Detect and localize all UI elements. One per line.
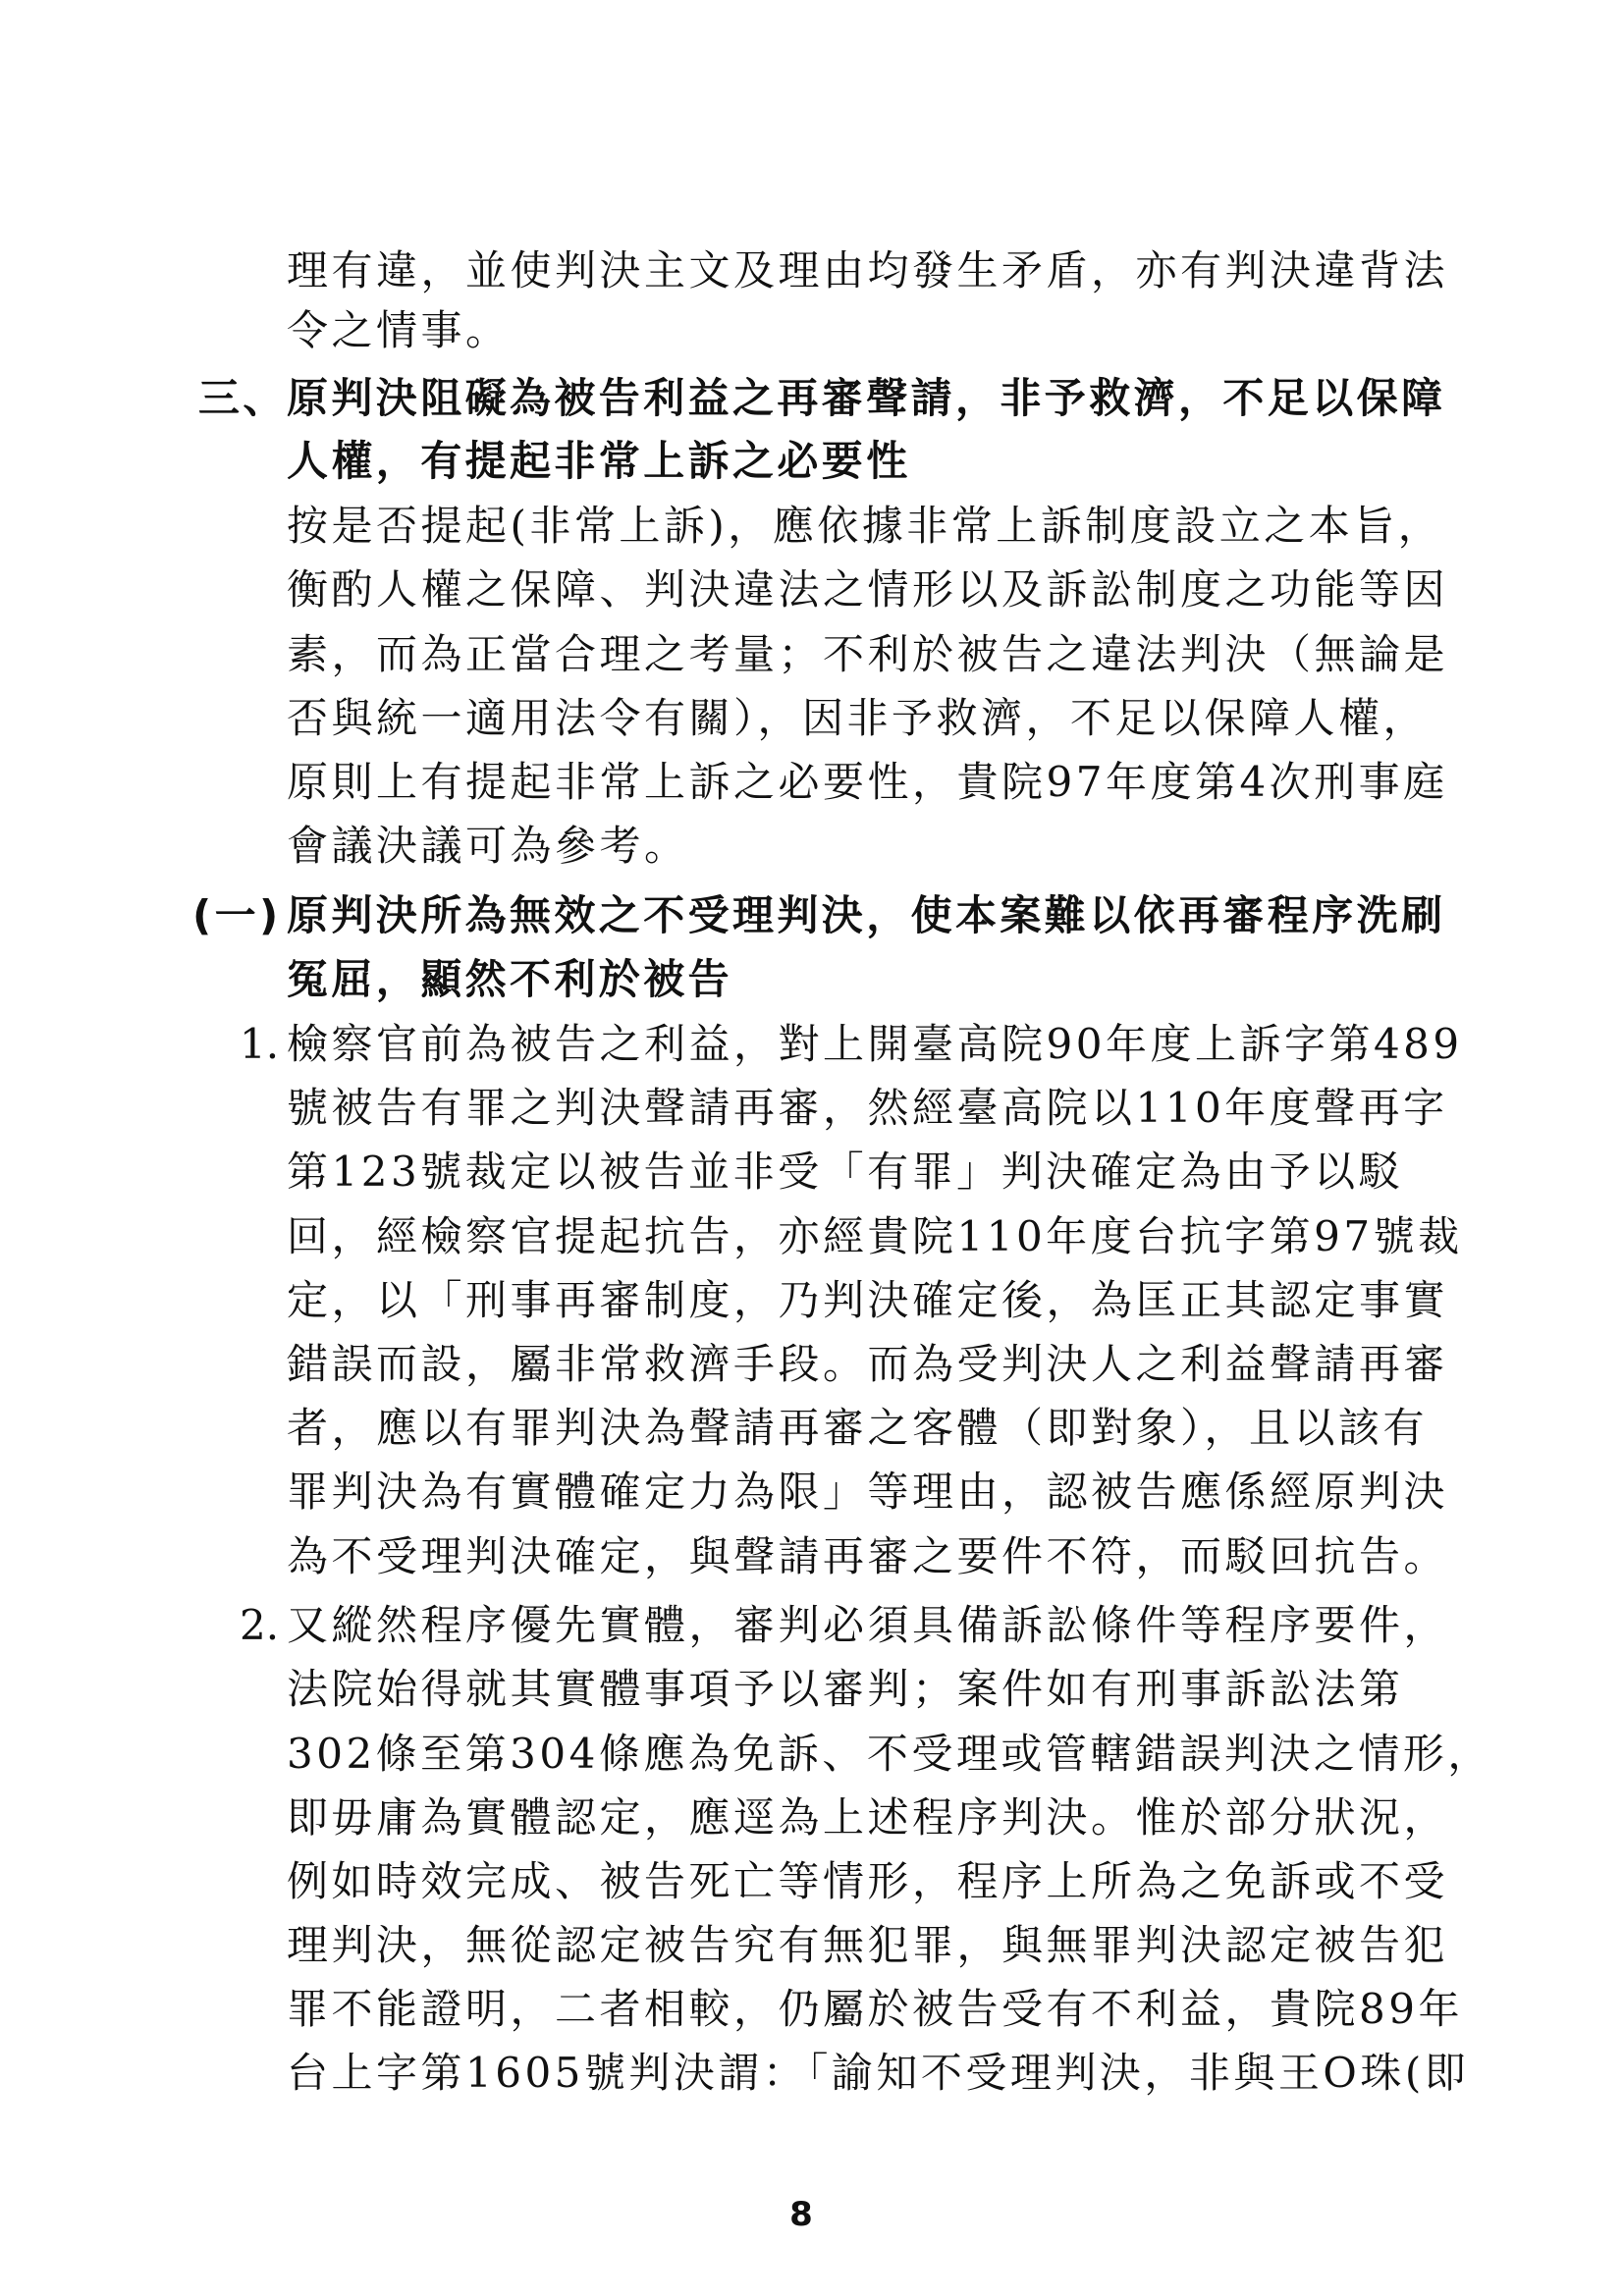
item-two-line-8: 台上字第1605號判決謂：「諭知不受理判決，非與王O珠(即 [287,2049,1470,2097]
item-one-line-2: 號被告有罪之判決聲請再審，然經臺高院以110年度聲再字 [287,1084,1448,1132]
subsection-one-marker: (一) [192,891,282,939]
item-one-marker: 1. [240,1020,280,1068]
item-two-line-2: 法院始得就其實體事項予以審判；案件如有刑事訴訟法第 [287,1665,1404,1713]
body-line-intro-1: 理有違，並使判決主文及理由均發生矛盾，亦有判決違背法 [287,246,1449,294]
body-line-intro-2: 令之情事。 [287,306,511,354]
item-one-line-6: 錯誤而設，屬非常救濟手段。而為受判決人之利益聲請再審 [287,1340,1449,1388]
item-one-line-5: 定，以「刑事再審制度，乃判決確定後，為匡正其認定事實 [287,1276,1449,1324]
subsection-one-heading-1: 原判決所為無效之不受理判決，使本案難以依再審程序洗刷 [287,891,1446,939]
item-two-marker: 2. [240,1601,280,1649]
item-one-line-3: 第123號裁定以被告並非受「有罪」判決確定為由予以駁 [287,1148,1404,1196]
page-number: 8 [789,2195,813,2234]
item-one-line-4: 回，經檢察官提起抗告，亦經貴院110年度台抗字第97號裁 [287,1212,1463,1260]
section-three-heading-1: 原判決阻礙為被告利益之再審聲請，非予救濟，不足以保障 [287,374,1446,422]
section-three-body-4: 否與統一適用法令有關），因非予救濟，不足以保障人權， [287,694,1429,742]
item-two-line-5: 例如時效完成、被告死亡等情形，程序上所為之免訴或不受 [287,1857,1449,1905]
subsection-one-heading-2: 冤屈，顯然不利於被告 [287,955,733,1003]
item-two-line-3: 302條至第304條應為免訴、不受理或管轄錯誤判決之情形， [287,1730,1492,1778]
item-one-line-8: 罪判決為有實體確定力為限」等理由，認被告應係經原判決 [287,1468,1449,1516]
section-three-body-1: 按是否提起(非常上訴)，應依據非常上訴制度設立之本旨， [287,502,1443,550]
item-two-line-4: 即毋庸為實體認定，應逕為上述程序判決。惟於部分狀況， [287,1793,1449,1842]
item-two-line-1: 又縱然程序優先實體，審判必須具備訴訟條件等程序要件， [287,1601,1449,1649]
section-three-marker: 三、 [198,374,288,422]
section-three-body-5: 原則上有提起非常上訴之必要性，貴院97年度第4次刑事庭 [287,758,1448,806]
item-one-line-1: 檢察官前為被告之利益，對上開臺高院90年度上訴字第489 [287,1020,1463,1068]
section-three-body-6: 會議決議可為參考。 [287,822,689,870]
item-one-line-9: 為不受理判決確定，與聲請再審之要件不符，而駁回抗告。 [287,1532,1449,1580]
section-three-body-2: 衡酌人權之保障、判決違法之情形以及訴訟制度之功能等因 [287,565,1449,614]
section-three-heading-2: 人權，有提起非常上訴之必要性 [287,437,911,485]
item-two-line-7: 罪不能證明，二者相較，仍屬於被告受有不利益，貴院89年 [287,1985,1463,2033]
item-one-line-7: 者，應以有罪判決為聲請再審之客體（即對象），且以該有 [287,1404,1429,1452]
item-two-line-6: 理判決，無從認定被告究有無犯罪，與無罪判決認定被告犯 [287,1921,1449,1969]
section-three-body-3: 素，而為正當合理之考量；不利於被告之違法判決（無論是 [287,630,1449,678]
